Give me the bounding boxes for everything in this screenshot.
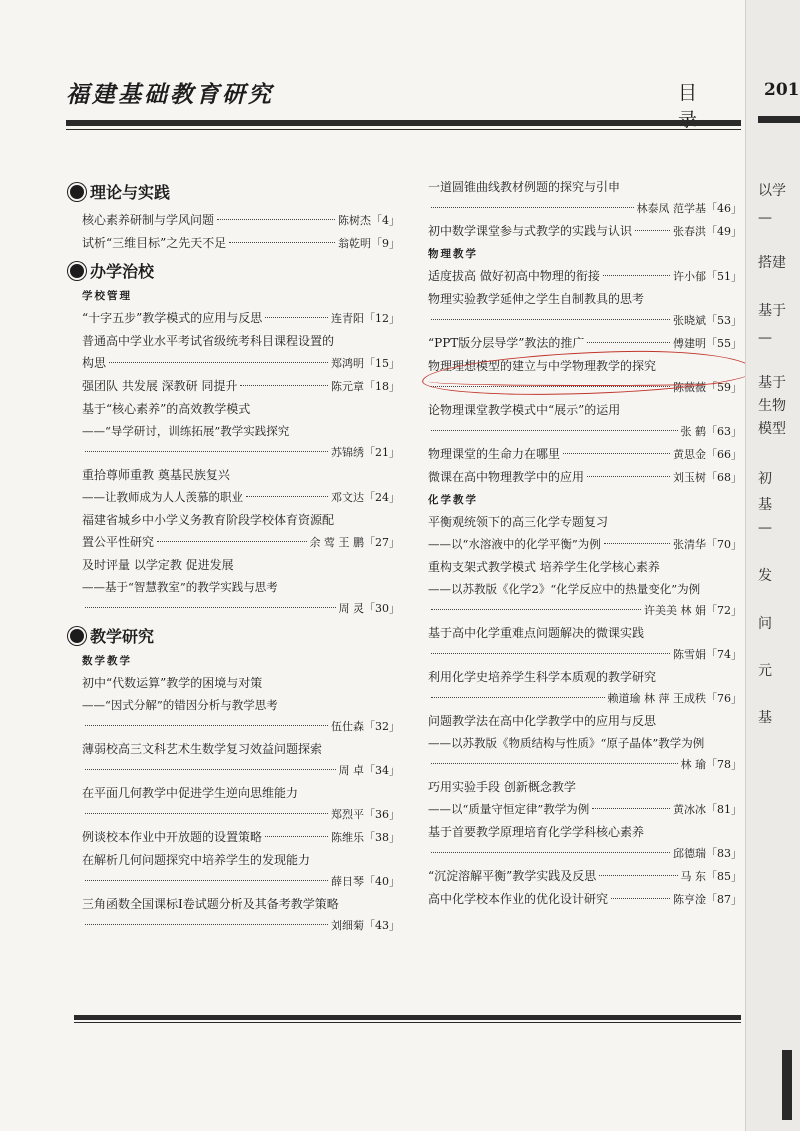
entry-row <box>82 486 400 509</box>
entry-author-page: 林泰凤 范学基「46」 <box>636 202 742 215</box>
entry-title: 物理课堂的生命力在哪里 <box>428 447 561 461</box>
toc-entry[interactable] <box>428 821 742 865</box>
entry-row <box>428 310 742 332</box>
dot-leader <box>246 496 328 497</box>
entry-title: 构思 <box>82 356 107 370</box>
toc-entry[interactable] <box>82 209 400 232</box>
toc-entry[interactable] <box>82 398 400 464</box>
entry-row <box>428 421 742 443</box>
toc-entry[interactable] <box>428 466 742 489</box>
dot-leader <box>563 453 670 454</box>
subsection-heading: 化学教学 <box>428 494 478 506</box>
entry-subtitle: ——基于“智慧教室”的教学实践与思考 <box>82 580 278 594</box>
dot-leader <box>229 242 335 243</box>
entry-row <box>82 307 400 330</box>
entry-row <box>82 826 400 849</box>
toc-entry[interactable] <box>428 176 742 220</box>
entry-row <box>428 466 742 489</box>
section-title: 办学治校 <box>90 262 155 281</box>
edge-text-fragment: 发 <box>758 568 772 584</box>
section-title: 理论与实践 <box>90 183 171 202</box>
section-heading <box>68 624 400 647</box>
entry-author-page: 傅建明「55」 <box>673 337 742 350</box>
entry-row <box>82 915 400 937</box>
entry-author-page: 黄思金「66」 <box>673 448 742 461</box>
entry-row <box>82 760 400 782</box>
subsection-heading: 学校管理 <box>82 290 132 302</box>
entry-author-page: 伍仕森「32」 <box>331 720 400 733</box>
entry-author-page: 郑烈平「36」 <box>331 808 400 821</box>
entry-title: 巧用实验手段 创新概念教学 <box>428 780 576 794</box>
entry-title: 在解析几何问题探究中培养学生的发现能力 <box>82 853 311 867</box>
section-heading <box>68 180 400 203</box>
dot-leader <box>587 476 670 477</box>
entry-row <box>428 220 742 243</box>
dot-leader <box>431 207 634 208</box>
entry-author-page: 翁乾明「9」 <box>338 237 400 250</box>
entry-author-page: 刘玉树「68」 <box>673 471 742 484</box>
entry-row <box>428 533 742 556</box>
entry-author-page: 陈薇薇「59」 <box>673 381 742 394</box>
toc-entry[interactable] <box>428 865 742 888</box>
entry-subtitle: ——以苏教版《化学2》“化学反应中的热量变化”为例 <box>428 582 701 596</box>
entry-title: 福建省城乡中小学义务教育阶段学校体育资源配 <box>82 513 335 527</box>
dot-leader <box>265 836 328 837</box>
section-bullet-icon <box>68 627 86 645</box>
footer-rule-thin <box>74 1022 741 1023</box>
section-title: 教学研究 <box>90 627 155 646</box>
entry-author-page: 张清华「70」 <box>673 538 742 551</box>
edge-text-fragment: 生物 <box>758 398 786 414</box>
entry-row <box>82 375 400 398</box>
toc-entry[interactable] <box>428 443 742 466</box>
dot-leader <box>635 230 670 231</box>
footer-rule <box>74 1015 741 1020</box>
edge-text-fragment: 基于 <box>758 303 786 319</box>
entry-row <box>82 531 400 554</box>
entry-row <box>428 688 742 710</box>
edge-mark <box>782 1050 792 1120</box>
dot-leader <box>265 317 328 318</box>
entry-author-page: 林 瑜「78」 <box>680 758 742 771</box>
entry-row <box>428 754 742 776</box>
dot-leader <box>431 653 670 654</box>
dot-leader <box>431 319 670 320</box>
entry-title: 置公平性研究 <box>82 535 155 549</box>
toc-entry[interactable] <box>82 330 400 375</box>
edge-rule <box>758 116 800 123</box>
dot-leader <box>587 342 670 343</box>
entry-row <box>428 443 742 466</box>
entry-row <box>82 352 400 375</box>
section-bullet-icon <box>68 183 86 201</box>
entry-title: 重拾尊师重教 奠基民族复兴 <box>82 468 230 482</box>
toc-entry[interactable] <box>428 511 742 556</box>
dot-leader <box>85 880 328 881</box>
toc-entry[interactable] <box>82 509 400 554</box>
toc-column-left <box>68 176 400 937</box>
entry-subtitle: ——“因式分解”的错因分析与教学思考 <box>82 698 278 712</box>
entry-row <box>428 888 742 911</box>
dot-leader <box>85 813 328 814</box>
toc-entry[interactable] <box>82 893 400 937</box>
next-page-edge <box>745 0 800 1131</box>
entry-subtitle: ——以“质量守恒定律”教学为例 <box>428 802 590 816</box>
entry-author-page: 陈亨淦「87」 <box>673 893 742 906</box>
entry-author-page: 黄冰冰「81」 <box>673 803 742 816</box>
entry-author-page: 周 灵「30」 <box>338 602 400 615</box>
entry-author-page: 连青阳「12」 <box>331 312 400 325</box>
entry-row <box>428 798 742 821</box>
entry-row <box>82 598 400 620</box>
entry-title: 物理实验教学延伸之学生自制教具的思考 <box>428 292 645 306</box>
entry-author-page: 马 东「85」 <box>680 870 742 883</box>
entry-author-page: 陈元章「18」 <box>331 380 400 393</box>
entry-title: 物理理想模型的建立与中学物理教学的探究 <box>428 359 657 373</box>
entry-title: 问题教学法在高中化学教学中的应用与反思 <box>428 714 657 728</box>
entry-title: “PPT版分层导学”教法的推广 <box>428 336 585 350</box>
toc-entry[interactable] <box>82 307 400 330</box>
entry-author-page: 赖道瑜 林 萍 王成秩「76」 <box>607 692 742 705</box>
dot-leader <box>431 852 670 853</box>
toc-entry[interactable] <box>82 464 400 509</box>
header-rule <box>66 120 741 126</box>
entry-author-page: 陈雪娟「74」 <box>673 648 742 661</box>
entry-row <box>82 716 400 738</box>
entry-author-page: 许美美 林 娟「72」 <box>644 604 742 617</box>
entry-row <box>428 265 742 288</box>
toc-entry[interactable] <box>82 738 400 782</box>
entry-row <box>428 332 742 355</box>
entry-title: 基于“核心素养”的高效教学模式 <box>82 402 251 416</box>
entry-title: “十字五步”教学模式的应用与反思 <box>82 311 263 325</box>
dot-leader <box>431 697 605 698</box>
entry-title: 普通高中学业水平考试省级统考科目课程设置的 <box>82 334 335 348</box>
toc-entry[interactable] <box>82 375 400 398</box>
toc-entry[interactable] <box>82 782 400 826</box>
dot-leader <box>599 875 677 876</box>
toc-entry[interactable] <box>428 622 742 666</box>
edge-text-fragment: 问 <box>758 616 772 632</box>
edge-text-fragment: — <box>758 520 772 536</box>
edge-text-fragment: — <box>758 330 772 346</box>
dot-leader <box>431 763 678 764</box>
entry-author-page: 张晓斌「53」 <box>673 314 742 327</box>
toc-entry[interactable] <box>428 355 742 399</box>
dot-leader <box>604 543 670 544</box>
dot-leader <box>611 898 670 899</box>
toc-entry[interactable] <box>428 710 742 776</box>
entry-title: 及时评量 以学定教 促进发展 <box>82 558 234 572</box>
entry-row <box>82 804 400 826</box>
entry-author-page: 陈树杰「4」 <box>338 214 400 227</box>
entry-subtitle: ——让教师成为人人羡慕的职业 <box>82 490 243 504</box>
toc-entry[interactable] <box>428 556 742 622</box>
dot-leader <box>109 362 328 363</box>
entry-row <box>82 232 400 255</box>
dot-leader <box>85 451 328 452</box>
toc-entry[interactable] <box>428 332 742 355</box>
entry-title: 利用化学史培养学生科学本质观的教学研究 <box>428 670 657 684</box>
toc-entry[interactable] <box>428 666 742 710</box>
edge-text-fragment: 元 <box>758 663 772 679</box>
toc-entry[interactable] <box>82 849 400 893</box>
entry-title: 核心素养研制与学风问题 <box>82 213 215 227</box>
toc-entry[interactable] <box>428 265 742 288</box>
edge-text-fragment: 初 <box>758 471 772 487</box>
dot-leader <box>85 924 328 925</box>
edge-text-fragment: 基 <box>758 497 772 513</box>
edge-year: 201 <box>764 80 800 100</box>
entry-row <box>82 442 400 464</box>
entry-title: 重构支架式教学模式 培养学生化学核心素养 <box>428 560 660 574</box>
entry-author-page: 邓文达「24」 <box>331 491 400 504</box>
section-bullet-icon <box>68 262 86 280</box>
entry-author-page: 张春洪「49」 <box>673 225 742 238</box>
entry-subtitle: ——以“水溶液中的化学平衡”为例 <box>428 537 601 551</box>
dot-leader <box>592 808 670 809</box>
toc-entry[interactable] <box>428 220 742 243</box>
dot-leader <box>431 609 641 610</box>
entry-title: 平衡观统领下的高三化学专题复习 <box>428 515 609 529</box>
subsection-heading: 数学教学 <box>82 655 132 667</box>
toc-entry[interactable] <box>428 399 742 443</box>
entry-subtitle: ——“导学研讨，训练拓展”教学实践探究 <box>82 424 290 438</box>
edge-text-fragment: 基于 <box>758 375 786 391</box>
dot-leader <box>240 385 328 386</box>
dot-leader <box>157 541 306 542</box>
entry-title: 在平面几何教学中促进学生逆向思维能力 <box>82 786 299 800</box>
toc-entry[interactable] <box>428 288 742 332</box>
dot-leader <box>85 725 328 726</box>
edge-text-fragment: — <box>758 210 772 226</box>
entry-row <box>428 644 742 666</box>
dot-leader <box>85 769 336 770</box>
entry-title: 高中化学校本作业的优化设计研究 <box>428 892 609 906</box>
entry-title: 论物理课堂教学模式中“展示”的运用 <box>428 403 621 417</box>
entry-author-page: 郑鸿明「15」 <box>331 357 400 370</box>
subsection-heading: 物理教学 <box>428 248 478 260</box>
entry-title: 强团队 共发展 深教研 同提升 <box>82 379 238 393</box>
toc-column-right <box>414 176 742 911</box>
edge-text-fragment: 模型 <box>758 421 786 437</box>
entry-title: 微课在高中物理教学中的应用 <box>428 470 585 484</box>
toc-entry[interactable] <box>428 888 742 911</box>
toc-entry[interactable] <box>428 776 742 821</box>
toc-entry[interactable] <box>82 672 400 738</box>
entry-author-page: 张 鹤「63」 <box>680 425 742 438</box>
entry-row <box>428 600 742 622</box>
edge-text-fragment: 搭建 <box>758 255 786 271</box>
entry-row <box>428 843 742 865</box>
toc-entry[interactable] <box>82 826 400 849</box>
toc-entry[interactable] <box>82 554 400 620</box>
entry-title: 薄弱校高三文科艺术生数学复习效益问题探索 <box>82 742 323 756</box>
entry-author-page: 薛日琴「40」 <box>331 875 400 888</box>
entry-title: 例谈校本作业中开放题的设置策略 <box>82 830 263 844</box>
entry-title: “沉淀溶解平衡”教学实践及反思 <box>428 869 597 883</box>
dot-leader <box>217 219 335 220</box>
entry-title: 初中“代数运算”教学的困境与对策 <box>82 676 263 690</box>
ink-underline-annotation <box>428 377 728 386</box>
entry-author-page: 苏锦绣「21」 <box>331 446 400 459</box>
entry-title: 基于首要教学原理培育化学学科核心素养 <box>428 825 645 839</box>
dot-leader <box>603 275 670 276</box>
edge-text-fragment: 以学 <box>758 183 786 199</box>
entry-row <box>428 865 742 888</box>
entry-title: 基于高中化学重难点问题解决的微课实践 <box>428 626 645 640</box>
header-rule-thin <box>66 129 741 130</box>
entry-author-page: 周 卓「34」 <box>338 764 400 777</box>
entry-title: 试析“三维目标”之先天不足 <box>82 236 227 250</box>
entry-title: 三角函数全国课标Ⅰ卷试题分析及其备考教学策略 <box>82 897 339 911</box>
entry-author-page: 陈维乐「38」 <box>331 831 400 844</box>
entry-title: 适度拔高 做好初高中物理的衔接 <box>428 269 600 283</box>
entry-row <box>82 871 400 893</box>
entry-author-page: 余 莺 王 鹏「27」 <box>309 536 400 549</box>
entry-title: 初中数学课堂参与式教学的实践与认识 <box>428 224 633 238</box>
toc-heading: 目 <box>678 82 710 104</box>
dot-leader <box>85 607 336 608</box>
entry-subtitle: ——以苏教版《物质结构与性质》“原子晶体”教学为例 <box>428 736 705 750</box>
entry-author-page: 邱德瑞「83」 <box>673 847 742 860</box>
toc-entry[interactable] <box>82 232 400 255</box>
entry-author-page: 许小郁「51」 <box>673 270 742 283</box>
dot-leader <box>431 386 670 387</box>
dot-leader <box>431 430 678 431</box>
edge-text-fragment: 基 <box>758 710 772 726</box>
entry-title: 一道圆锥曲线教材例题的探究与引申 <box>428 180 621 194</box>
entry-author-page: 刘细菊「43」 <box>331 919 400 932</box>
entry-row <box>82 209 400 232</box>
entry-row <box>428 198 742 220</box>
journal-title: 福建基础教育研究 <box>66 81 274 108</box>
section-heading <box>68 259 400 282</box>
